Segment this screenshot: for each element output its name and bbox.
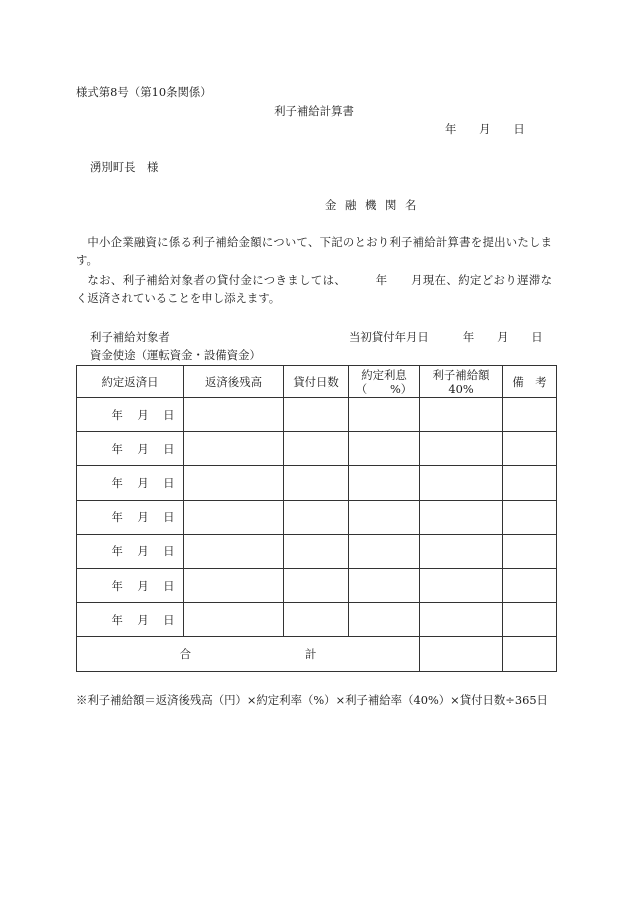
subsidy-cell bbox=[420, 466, 503, 500]
form-number: 様式第8号（第10条関係） bbox=[76, 85, 212, 99]
table-row bbox=[77, 466, 557, 500]
repayment-date-cell: 年 月 日 bbox=[77, 432, 184, 466]
repayment-date-cell: 年 月 日 bbox=[77, 398, 184, 432]
table-row bbox=[77, 603, 557, 637]
calculation-table bbox=[76, 365, 557, 672]
loan-days-cell bbox=[284, 432, 349, 466]
subsidy-cell bbox=[420, 398, 503, 432]
loan-days-cell bbox=[284, 603, 349, 637]
total-label-cell: 合 計 bbox=[77, 637, 420, 671]
header-label: 返済後残高 bbox=[205, 374, 262, 389]
table-row bbox=[77, 432, 557, 466]
remarks-cell bbox=[503, 466, 557, 500]
addressee: 湧別町長 様 bbox=[90, 160, 159, 174]
loan-days-cell bbox=[284, 466, 349, 500]
remarks-cell bbox=[503, 568, 557, 602]
balance-cell bbox=[184, 568, 284, 602]
header-balance-after-repayment bbox=[184, 366, 284, 398]
balance-cell bbox=[184, 466, 284, 500]
remarks-cell bbox=[503, 603, 557, 637]
table-header-row bbox=[77, 366, 557, 398]
balance-cell bbox=[184, 398, 284, 432]
header-label: 約定利息 bbox=[361, 367, 407, 382]
header-label: 貸付日数 bbox=[293, 374, 339, 389]
subsidy-subject-label: 利子補給対象者 bbox=[90, 330, 170, 344]
header-label: 利子補給額 bbox=[432, 367, 490, 382]
header-remarks bbox=[503, 366, 557, 398]
total-remarks-cell bbox=[503, 637, 557, 671]
subsidy-cell bbox=[420, 432, 503, 466]
loan-days-cell bbox=[284, 398, 349, 432]
subsidy-cell bbox=[420, 603, 503, 637]
remarks-cell bbox=[503, 398, 557, 432]
loan-days-cell bbox=[284, 500, 349, 534]
repayment-date-cell: 年 月 日 bbox=[77, 603, 184, 637]
document-title: 利子補給計算書 bbox=[274, 104, 354, 118]
interest-cell bbox=[349, 568, 420, 602]
header-repayment-date bbox=[77, 366, 184, 398]
initial-loan-date-label: 当初貸付年月日 年 月 日 bbox=[349, 330, 543, 344]
interest-cell bbox=[349, 500, 420, 534]
table-row bbox=[77, 568, 557, 602]
header-subsidy-amount bbox=[420, 366, 503, 398]
subsidy-cell bbox=[420, 500, 503, 534]
submission-date-line: 年 月 日 bbox=[445, 122, 525, 136]
declaration-paragraph-line: く返済されていることを申し添えます。 bbox=[76, 291, 281, 305]
declaration-paragraph-line: なお、利子補給対象者の貸付金につきましては、 年 月現在、約定どおり遅滞な bbox=[87, 273, 552, 287]
financial-institution-label: 金 融 機 関 名 bbox=[325, 198, 417, 212]
interest-cell bbox=[349, 534, 420, 568]
header-label: 約定返済日 bbox=[101, 374, 159, 389]
subsidy-cell bbox=[420, 568, 503, 602]
header-subsidy-rate: 40% bbox=[448, 381, 474, 396]
balance-cell bbox=[184, 603, 284, 637]
header-rate-label: （ %） bbox=[355, 381, 413, 396]
header-label: 備 考 bbox=[512, 374, 547, 389]
fund-purpose-label: 資金使途（運転資金・設備資金） bbox=[90, 348, 261, 362]
intro-paragraph-line: す。 bbox=[76, 253, 98, 267]
interest-cell bbox=[349, 398, 420, 432]
table-row bbox=[77, 500, 557, 534]
interest-cell bbox=[349, 466, 420, 500]
intro-paragraph-line: 中小企業融資に係る利子補給金額について、下記のとおり利子補給計算書を提出いたしま bbox=[87, 235, 552, 249]
subsidy-cell bbox=[420, 534, 503, 568]
loan-days-cell bbox=[284, 568, 349, 602]
remarks-cell bbox=[503, 432, 557, 466]
remarks-cell bbox=[503, 534, 557, 568]
table-row bbox=[77, 534, 557, 568]
repayment-date-cell: 年 月 日 bbox=[77, 534, 184, 568]
header-contract-interest bbox=[349, 366, 420, 398]
balance-cell bbox=[184, 534, 284, 568]
loan-days-cell bbox=[284, 534, 349, 568]
balance-cell bbox=[184, 500, 284, 534]
repayment-date-cell: 年 月 日 bbox=[77, 466, 184, 500]
table-row bbox=[77, 398, 557, 432]
header-loan-days bbox=[284, 366, 349, 398]
repayment-date-cell: 年 月 日 bbox=[77, 500, 184, 534]
repayment-date-cell: 年 月 日 bbox=[77, 568, 184, 602]
remarks-cell bbox=[503, 500, 557, 534]
balance-cell bbox=[184, 432, 284, 466]
total-subsidy-cell bbox=[420, 637, 503, 671]
table-total-row bbox=[77, 637, 557, 671]
calculation-formula-note: ※利子補給額＝返済後残高（円）×約定利率（%）×利子補給率（40%）×貸付日数÷365日 bbox=[76, 693, 548, 707]
interest-cell bbox=[349, 432, 420, 466]
interest-cell bbox=[349, 603, 420, 637]
